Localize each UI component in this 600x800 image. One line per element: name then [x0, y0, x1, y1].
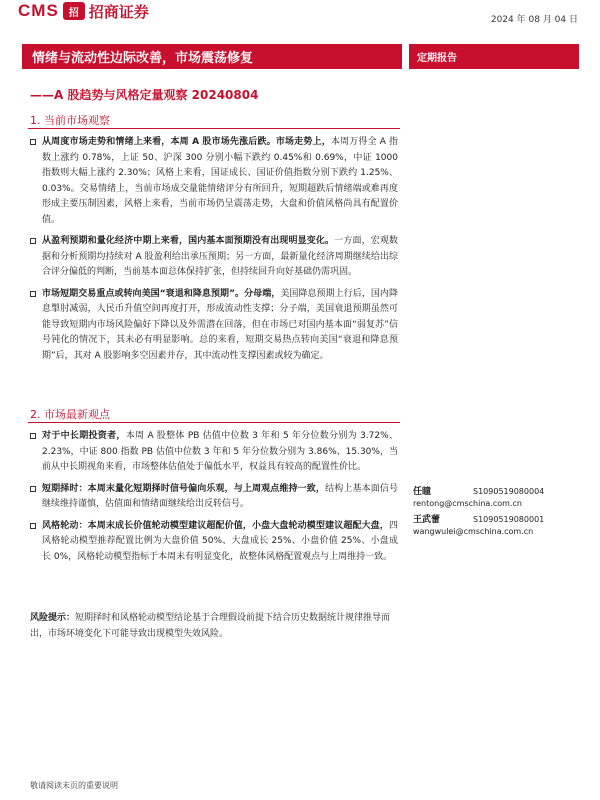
section-divider-2 — [28, 422, 400, 423]
bullet-text: 一方面，宏观数据和分析预期均持续对 A 股盈利给出承压预期；另一方面，最新量化经济周期继续给出综合评分偏低的判断，当前基本面总体保持扩张，但持续回升向好基础仍需巩固。 — [42, 236, 398, 277]
bullet-lead: 从周度市场走势和情绪上来看，本周 A 股市场先涨后跌。市场走势上， — [42, 137, 331, 147]
bullet-lead: 风格轮动：本周末成长价值轮动模型建议超配价值，小盘大盘轮动模型建议超配大盘， — [42, 520, 389, 531]
bullet-text: 四风格轮动模型推荐配置比例为大盘价值 50%、大盘成长 25%、小盘价值 25%、小盘成长 0%，风格轮动模型指标于本周未有明显变化，故整体风格配置观点与上周维持一致。 — [42, 520, 398, 562]
report-title: 情绪与流动性边际改善，市场震荡修复 — [22, 44, 402, 69]
bullet-square-icon — [30, 433, 36, 439]
analyst-name: 王武蕾 — [413, 515, 441, 525]
bullet-lead: 对于中长期投资者， — [42, 431, 126, 441]
report-subtitle: ——A 股趋势与风格定量观察 20240804 — [30, 88, 259, 102]
bullet-item — [30, 287, 398, 365]
bullet-text: 本周万得全 A 指数上涨约 0.78%，上证 50、沪深 300 分别小幅下跌约 0.45%和 0.69%，中证 1000 指数则大幅上涨约 2.30%；风格上来看，国证成长、国证价值指数分别下跌约 1.25%、0.03%。交易情绪上，当前市场成交量能情绪评分有所回升，短期超跌后情绪端或难再度形成主要压制因素，风格上来看，当前市场仍呈震荡走势，大盘和价值风格尚具有配置价值。 — [42, 137, 398, 225]
bullet-item — [30, 234, 398, 281]
bullet-square-icon — [30, 486, 36, 492]
analyst-card — [413, 514, 544, 538]
bullet-lead: 从盈利预期和量化经济中期上来看，国内基本面预期没有出现明显变化。 — [42, 236, 335, 246]
logo-text-en: CMS — [18, 1, 59, 20]
section-1-bullets — [30, 135, 398, 364]
bullet-square-icon — [30, 238, 36, 244]
bullet-item — [30, 519, 398, 566]
risk-text: 短期择时和风格轮动模型结论基于合理假设前提下结合历史数据统计规律推导而出，市场环境变化下可能导致出现模型失效风险。 — [30, 613, 391, 639]
bullet-lead: 市场短期交易重点或转向美国“衰退和降息预期”。分母端， — [42, 288, 281, 299]
analyst-email[interactable]: wangwulei@cmschina.com.cn — [413, 527, 534, 536]
bullet-square-icon — [30, 139, 36, 145]
bullet-item — [30, 482, 398, 513]
company-logo — [18, 0, 149, 22]
bullet-square-icon — [30, 291, 36, 297]
bullet-text: 结构上基本面信号继续维持谨慎，估值面和情绪面继续给出反转信号。 — [42, 483, 398, 509]
risk-warning — [30, 611, 398, 642]
logo-text-cn: 招商证券 — [88, 2, 149, 21]
section-heading-2: 2. 市场最新观点 — [30, 408, 110, 421]
analyst-id: S1090519080004 — [473, 487, 545, 496]
analyst-email[interactable]: rentong@cmschina.com.cn — [413, 499, 522, 508]
logo-badge-icon: 招 — [63, 2, 85, 20]
section-heading-1: 1. 当前市场观察 — [30, 114, 110, 127]
bullet-text: 美国降息预期上行后，国内降息掣肘减弱，人民币升值空间再度打开，形成流动性支撑；分子端，美国衰退预期虽然可能导致短期内市场风险偏好下降以及外需潜在回落，但在市场已对国内基本面“弱复苏”信号钝化的情况下，其未必有明显影响。总的来看，短期交易热点转向美国“衰退和降息预期”后，其对 A 股影响多空因素并存，其中流动性支撑因素或较为确定。 — [42, 288, 398, 361]
bullet-text: 本周 A 股整体 PB 估值中位数 3 年和 5 年分位数分别为 3.72%、2.23%，中证 800 指数 PB 估值中位数 3 年和 5 年分位数分别为 3.86%、15.30%，当前从中长期视角来看，市场整体估值处于偏低水平，权益具有较高的配置性价比。 — [42, 431, 398, 472]
footer-disclaimer: 敬请阅读末页的重要说明 — [30, 781, 118, 790]
risk-lead: 风险提示： — [30, 613, 76, 623]
report-type-tag: 定期报告 — [409, 44, 579, 69]
bullet-item — [30, 135, 398, 228]
bullet-item — [30, 429, 398, 476]
section-2-bullets — [30, 429, 398, 565]
analyst-id: S1090519080001 — [473, 515, 545, 524]
section-divider-1 — [28, 128, 400, 129]
report-date: 2024 年 08 月 04 日 — [490, 15, 578, 25]
bullet-square-icon — [30, 523, 36, 529]
bullet-lead: 短期择时：本周末量化短期择时信号偏向乐观，与上周观点维持一致， — [42, 483, 326, 494]
analyst-name: 任瞳 — [413, 487, 432, 497]
analyst-card — [413, 486, 544, 510]
